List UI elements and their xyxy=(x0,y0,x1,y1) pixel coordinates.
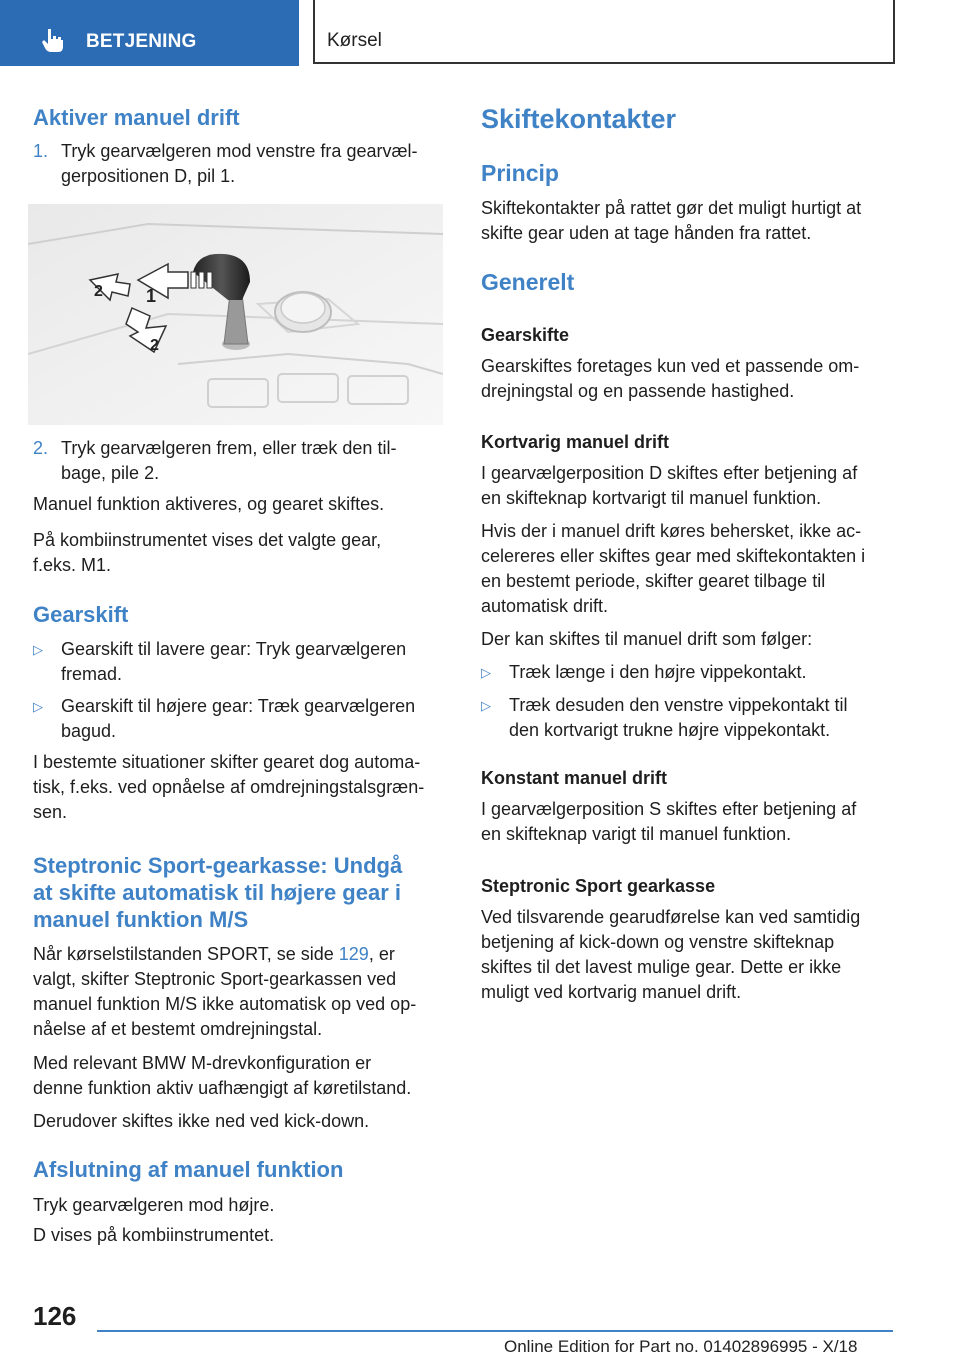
heading-activate: Aktiver manuel drift xyxy=(33,105,240,130)
chapter-header xyxy=(313,0,895,64)
paragraph-line: skifte gear uden at tage hånden fra rattet. xyxy=(481,223,812,243)
hand-pointer-icon xyxy=(40,27,66,53)
paragraph: Tryk gearvælgeren mod højre. xyxy=(33,1195,275,1215)
paragraph: Der kan skiftes til manuel drift som følger: xyxy=(481,629,813,649)
step-text-line: Tryk gearvælgeren frem, eller træk den til- xyxy=(61,438,397,458)
step-number: 1. xyxy=(33,141,49,161)
paragraph-line xyxy=(33,942,395,967)
bullet-text-line: den kortvarigt trukne højre vippekontakt. xyxy=(509,720,831,740)
paragraph-line: f.eks. M1. xyxy=(33,555,112,575)
paragraph-line: sen. xyxy=(33,802,68,822)
footer-divider xyxy=(97,1330,893,1332)
bullet-text-line: fremad. xyxy=(61,664,123,684)
paragraph-line: tisk, f.eks. ved opnåelse af omdrejningstalsgræn- xyxy=(33,777,425,797)
bullet-item xyxy=(33,694,443,744)
paragraph-line: nåelse af et bestemt omdrejningstal. xyxy=(33,1019,323,1039)
text-run: , er xyxy=(368,944,395,964)
section-tab xyxy=(0,0,299,66)
step-2 xyxy=(33,436,443,486)
step-1 xyxy=(33,139,443,189)
heading-skiftekontakter: Skiftekontakter xyxy=(481,104,677,134)
gear-selector-illustration xyxy=(28,204,443,425)
step-text-line: Tryk gearvælgeren mod venstre fra gearvæl- xyxy=(61,141,418,161)
paragraph-line: manuel funktion M/S ikke automatisk op ved op- xyxy=(33,994,417,1014)
bullet-text-line: Gearskift til højere gear: Træk gearvælgeren xyxy=(61,696,416,716)
gear-selector-figure xyxy=(28,204,443,425)
heading-steptronic-line: at skifte automatisk til højere gear i xyxy=(33,880,402,905)
paragraph-line: en bestemt periode, skifter gearet tilbage til xyxy=(481,571,826,591)
step-text-line: bage, pile 2. xyxy=(61,463,160,483)
paragraph: D vises på kombiinstrumentet. xyxy=(33,1225,275,1245)
page-number: 126 xyxy=(33,1301,77,1331)
paragraph-line: Hvis der i manuel drift køres behersket, ikke ac- xyxy=(481,521,862,541)
chapter-label: Kørsel xyxy=(327,30,382,51)
bullet-item xyxy=(481,693,891,743)
paragraph-line: en skifteknap varigt til manuel funktion. xyxy=(481,824,792,844)
triangle-bullet-icon: ▷ xyxy=(33,699,43,714)
paragraph-line: betjening af kick-down og venstre skifteknap xyxy=(481,932,835,952)
heading-generelt: Generelt xyxy=(481,269,575,295)
triangle-bullet-icon: ▷ xyxy=(481,698,491,713)
bullet-text-line: Træk længe i den højre vippekontakt. xyxy=(509,662,807,682)
arrow-label: 2 xyxy=(150,337,159,354)
edition-text: Online Edition for Part no. 01402896995 - X/18 xyxy=(504,1337,858,1356)
paragraph-line: en skifteknap kortvarigt til manuel funktion. xyxy=(481,488,822,508)
subheading-gearskifte: Gearskifte xyxy=(481,325,570,345)
text-run: Når kørselstilstanden SPORT, se side xyxy=(33,944,339,964)
paragraph-line: automatisk drift. xyxy=(481,596,609,616)
paragraph-line: Skiftekontakter på rattet gør det muligt hurtigt at xyxy=(481,198,862,218)
heading-steptronic-line: manuel funktion M/S xyxy=(33,907,249,932)
paragraph-line: denne funktion aktiv uafhængigt af køretilstand. xyxy=(33,1078,412,1098)
paragraph-line: Gearskiftes foretages kun ved et passende om- xyxy=(481,356,860,376)
paragraph: Manuel funktion aktiveres, og gearet skiftes. xyxy=(33,494,385,514)
subheading-konstant: Konstant manuel drift xyxy=(481,768,668,788)
step-text-line: gerpositionen D, pil 1. xyxy=(61,166,236,186)
bullet-text-line: bagud. xyxy=(61,721,117,741)
paragraph-line: Med relevant BMW M-drevkonfiguration er xyxy=(33,1053,372,1073)
paragraph-line: Ved tilsvarende gearudførelse kan ved samtidig xyxy=(481,907,861,927)
subheading-steptronic: Steptronic Sport gearkasse xyxy=(481,876,716,896)
arrow-label: 1 xyxy=(146,286,157,306)
paragraph-line: I gearvælgerposition D skiftes efter betjening af xyxy=(481,463,858,483)
paragraph-line: celereres eller skiftes gear med skiftekontakten i xyxy=(481,546,866,566)
heading-gearskift: Gearskift xyxy=(33,602,129,627)
section-label: BETJENING xyxy=(86,31,197,52)
bullet-text-line: Træk desuden den venstre vippekontakt til xyxy=(509,695,848,715)
step-number: 2. xyxy=(33,438,49,458)
arrow-label: 2 xyxy=(94,283,103,300)
heading-end: Afslutning af manuel funktion xyxy=(33,1157,344,1182)
bullet-item xyxy=(481,660,891,685)
paragraph-line: valgt, skifter Steptronic Sport-gearkassen ved xyxy=(33,969,397,989)
paragraph-line: I bestemte situationer skifter gearet dog automa- xyxy=(33,752,421,772)
heading-princip: Princip xyxy=(481,160,559,186)
bullet-text-line: Gearskift til lavere gear: Tryk gearvælgeren xyxy=(61,639,407,659)
triangle-bullet-icon: ▷ xyxy=(481,665,491,680)
bullet-item xyxy=(33,637,443,687)
paragraph-line: I gearvælgerposition S skiftes efter betjening af xyxy=(481,799,857,819)
paragraph-line: muligt ved kortvarig manuel drift. xyxy=(481,982,742,1002)
heading-steptronic-line: Steptronic Sport-gearkasse: Undgå xyxy=(33,853,403,878)
paragraph-line: drejningstal og en passende hastighed. xyxy=(481,381,795,401)
paragraph-line: skiftes til det lavest mulige gear. Dette er ikke xyxy=(481,957,842,977)
triangle-bullet-icon: ▷ xyxy=(33,642,43,657)
subheading-kortvarig: Kortvarig manuel drift xyxy=(481,432,670,452)
paragraph-line: På kombiinstrumentet vises det valgte gear, xyxy=(33,530,382,550)
paragraph: Derudover skiftes ikke ned ved kick-down. xyxy=(33,1111,370,1131)
page-link[interactable]: 129 xyxy=(338,944,369,964)
